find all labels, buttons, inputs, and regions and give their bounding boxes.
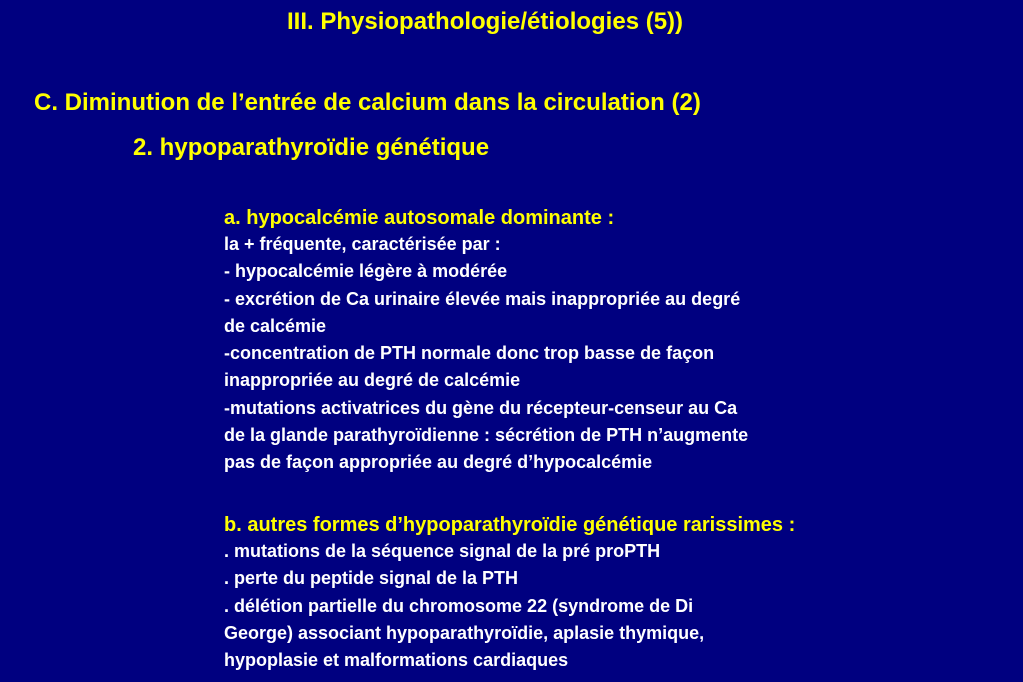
block-b-heading: b. autres formes d’hypoparathyroïdie génétique rarissimes :: [224, 514, 796, 536]
block-a-line: -mutations activatrices du gène du récepteur-censeur au Ca: [224, 397, 738, 418]
section-heading: C. Diminution de l’entrée de calcium dans la circulation (2): [34, 89, 701, 116]
block-a-line: inappropriée au degré de calcémie: [224, 370, 521, 391]
block-a: [224, 205, 748, 477]
subsection-heading: 2. hypoparathyroïdie génétique: [133, 134, 490, 161]
block-a-line: de la glande parathyroïdienne : sécrétion de PTH n’augmente: [224, 425, 749, 446]
block-a-line: - hypocalcémie légère à modérée: [224, 261, 508, 282]
block-a-heading: a. hypocalcémie autosomale dominante :: [224, 207, 615, 229]
block-a-line: pas de façon appropriée au degré d’hypocalcémie: [224, 452, 653, 473]
block-a-line: - excrétion de Ca urinaire élevée mais inappropriée au degré: [224, 288, 741, 309]
block-b-line: . délétion partielle du chromosome 22 (syndrome de Di: [224, 595, 694, 616]
block-b-line: . perte du peptide signal de la PTH: [224, 568, 519, 589]
block-a-line: de calcémie: [224, 315, 327, 336]
block-b-line: . mutations de la séquence signal de la pré proPTH: [224, 541, 661, 561]
block-b-line: hypoplasie et malformations cardiaques: [224, 650, 569, 671]
block-b: [224, 512, 795, 674]
block-b-line: George) associant hypoparathyroïdie, aplasie thymique,: [224, 622, 705, 643]
block-a-line: -concentration de PTH normale donc trop basse de façon: [224, 343, 715, 364]
slide-title: III. Physiopathologie/étiologies (5)): [287, 8, 684, 35]
block-a-line: la + fréquente, caractérisée par :: [224, 234, 501, 254]
